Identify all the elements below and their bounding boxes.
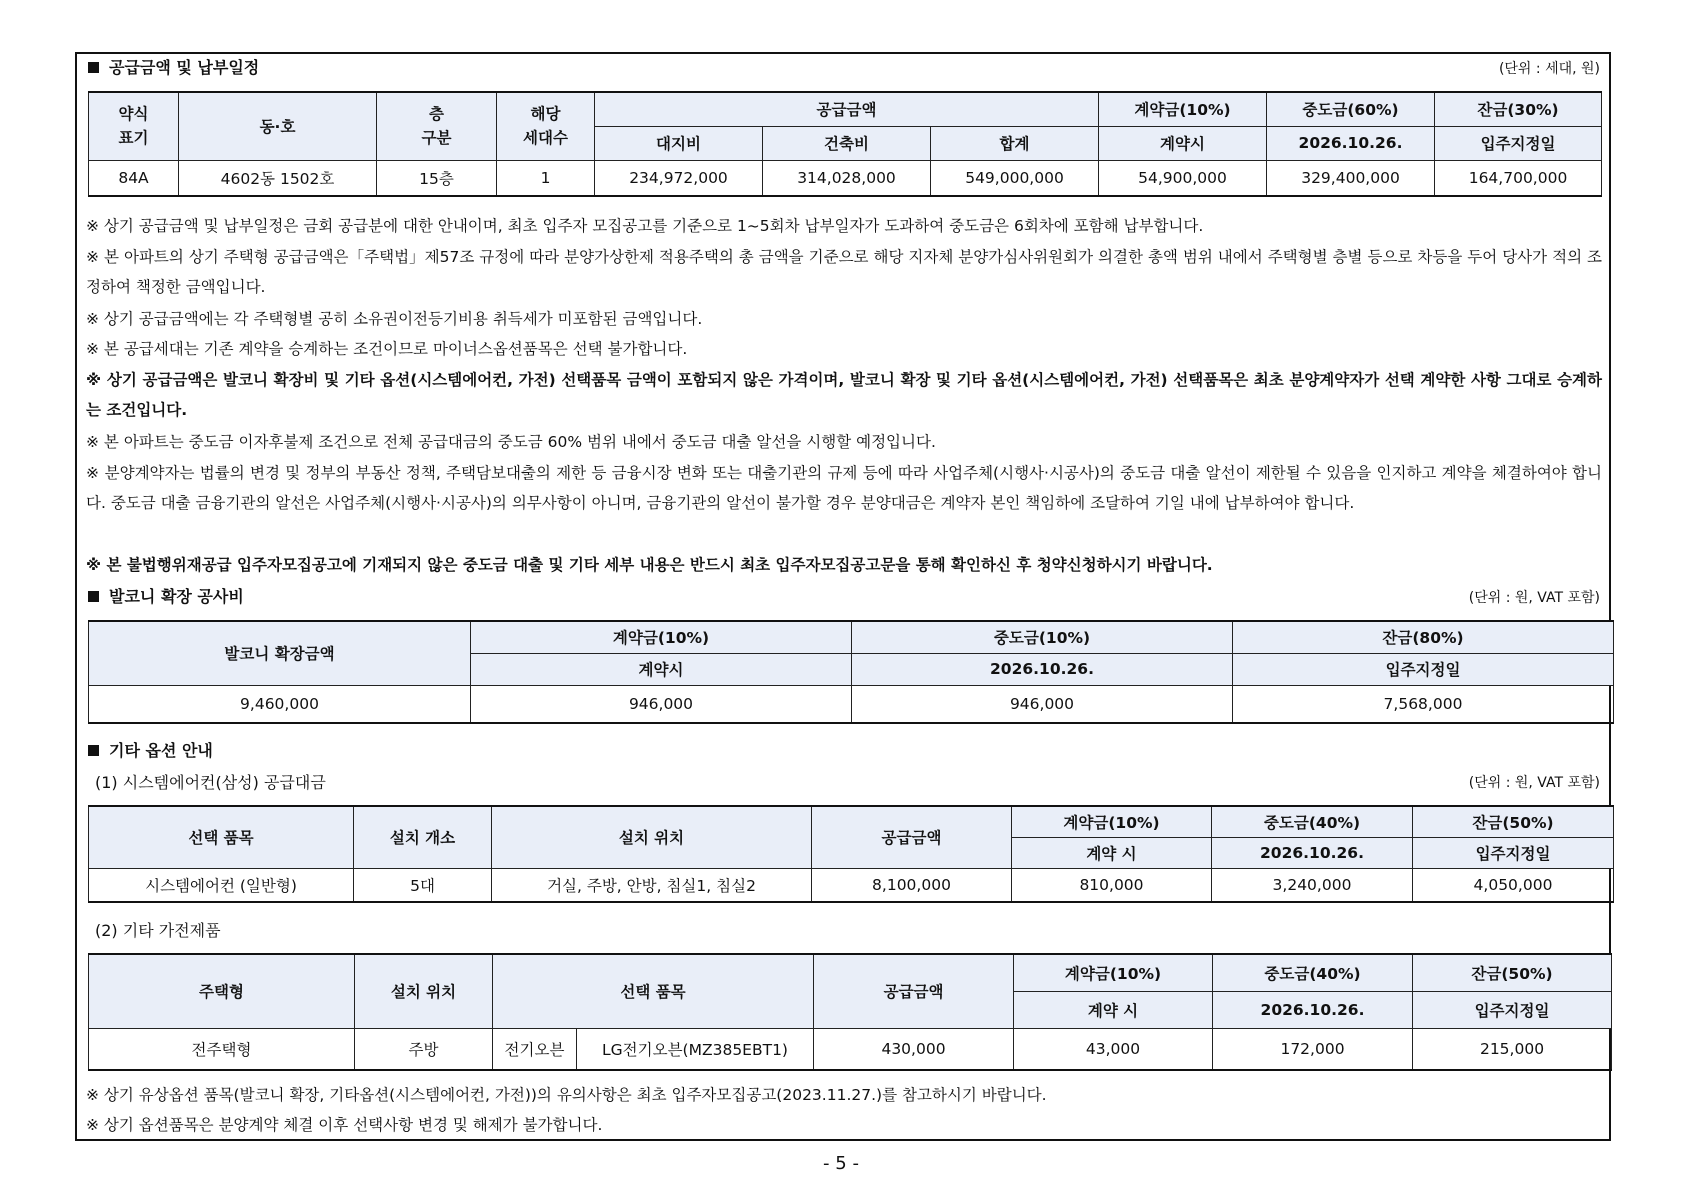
section-title-supply: 공급금액 및 납부일정 — [88, 55, 259, 78]
cell-location: 주방 — [355, 1028, 493, 1070]
table-row — [89, 1028, 1612, 1070]
square-bullet-icon — [88, 591, 99, 602]
th-balcony-amount: 발코니 확장금액 — [89, 621, 471, 685]
th-contract: 계약금(10%) — [1012, 806, 1212, 837]
th-count: 설치 개소 — [354, 806, 492, 868]
cell-balance: 7,568,000 — [1233, 685, 1614, 723]
th-type: 주택형 — [89, 954, 355, 1028]
option-note-1: ※ 상기 유상옵션 품목(발코니 확장, 기타옵션(시스템에어컨, 가전))의 유의사항은 최초 입주자모집공고(2023.11.27.)를 참고하시기 바랍니다. — [86, 1086, 1047, 1104]
section-title-options: 기타 옵션 안내 — [88, 738, 213, 761]
cell-type: 전주택형 — [89, 1028, 355, 1070]
th-middle-when: 2026.10.26. — [1267, 126, 1435, 160]
square-bullet-icon — [88, 62, 99, 73]
cell-contract: 43,000 — [1014, 1028, 1213, 1070]
cell-contract: 54,900,000 — [1099, 160, 1267, 196]
cell-balance: 4,050,000 — [1413, 868, 1614, 902]
th-location: 설치 위치 — [492, 806, 812, 868]
page-number: - 5 - — [823, 1153, 859, 1174]
th-contract: 계약금(10%) — [471, 621, 852, 653]
table-row — [89, 685, 1614, 723]
cell-floor: 15층 — [377, 160, 497, 196]
th-middle-when: 2026.10.26. — [1213, 991, 1413, 1028]
cell-total: 549,000,000 — [931, 160, 1099, 196]
cell-item: 시스템에어컨 (일반형) — [89, 868, 354, 902]
section-title-balcony: 발코니 확장 공사비 — [88, 584, 244, 607]
th-contract-when: 계약시 — [471, 653, 852, 685]
th-middle: 중도금(60%) — [1267, 92, 1435, 126]
th-location: 설치 위치 — [355, 954, 493, 1028]
note-8: ※ 본 불법행위재공급 입주자모집공고에 기재되지 않은 중도금 대출 및 기타 세부 내용은 반드시 최초 입주자모집공고문을 통해 확인하신 후 청약신청하시기 바랍니다. — [86, 556, 1213, 574]
note-5: ※ 상기 공급금액은 발코니 확장비 및 기타 옵션(시스템에어컨, 가전) 선택품목 금액이 포함되지 않은 가격이며, 발코니 확장 및 기타 옵션(시스템에어컨, 가전) 선택품목은 최초 분양계약자가 선택 계약한 사항 그대로 승계하는 조건입니다. — [86, 371, 1602, 419]
table-row — [89, 160, 1602, 196]
square-bullet-icon — [88, 745, 99, 756]
th-balance-when: 입주지정일 — [1413, 991, 1612, 1028]
th-middle: 중도금(40%) — [1212, 806, 1413, 837]
th-floor: 층 구분 — [377, 92, 497, 160]
th-balance: 잔금(50%) — [1413, 806, 1614, 837]
th-item: 선택 품목 — [89, 806, 354, 868]
cell-price: 430,000 — [814, 1028, 1014, 1070]
note-3: ※ 상기 공급금액에는 각 주택형별 공히 소유권이전등기비용 취득세가 미포함된 금액입니다. — [86, 310, 703, 328]
cell-units: 1 — [497, 160, 595, 196]
th-middle: 중도금(40%) — [1213, 954, 1413, 991]
th-abbr: 약식 표기 — [89, 92, 179, 160]
th-units: 해당 세대수 — [497, 92, 595, 160]
th-dongho: 동·호 — [179, 92, 377, 160]
th-building: 건축비 — [763, 126, 931, 160]
cell-item-model: LG전기오븐(MZ385EBT1) — [577, 1028, 814, 1070]
cell-item-category: 전기오븐 — [493, 1028, 577, 1070]
th-balance-when: 입주지정일 — [1233, 653, 1614, 685]
th-contract-when: 계약시 — [1099, 126, 1267, 160]
th-balance-when: 입주지정일 — [1413, 837, 1614, 868]
th-balance: 잔금(80%) — [1233, 621, 1614, 653]
th-middle-when: 2026.10.26. — [852, 653, 1233, 685]
note-7: ※ 분양계약자는 법률의 변경 및 정부의 부동산 정책, 주택담보대출의 제한 등 금융시장 변화 또는 대출기관의 규제 등에 따라 사업주체(시행사·시공사)의 중도금 대출 알선이 제한될 수 있음을 인지하고 계약을 체결하여야 합니다. 중도금 대출 금융기관의 알선은 사업주체(시행사·시공사)의 의무사항이 아니며, 금융기관의 알선이 불가할 경우 분양대금은 계약자 본인 책임하에 조달하여 기일 내에 납부하여야 합니다. — [86, 464, 1602, 512]
th-balance: 잔금(30%) — [1435, 92, 1602, 126]
th-balance-when: 입주지정일 — [1435, 126, 1602, 160]
table-row — [89, 868, 1614, 902]
cell-count: 5대 — [354, 868, 492, 902]
cell-contract: 810,000 — [1012, 868, 1212, 902]
th-contract: 계약금(10%) — [1014, 954, 1213, 991]
balcony-table — [88, 620, 1614, 724]
ac-table — [88, 805, 1614, 903]
cell-building: 314,028,000 — [763, 160, 931, 196]
unit-label-supply: (단위 : 세대, 원) — [1498, 61, 1600, 77]
note-4: ※ 본 공급세대는 기존 계약을 승계하는 조건이므로 마이너스옵션품목은 선택 불가합니다. — [86, 340, 688, 358]
subtitle-appliance: (2) 기타 가전제품 — [95, 921, 221, 940]
note-6: ※ 본 아파트는 중도금 이자후불제 조건으로 전체 공급대금의 중도금 60% 범위 내에서 중도금 대출 알선을 시행할 예정입니다. — [86, 433, 936, 451]
unit-label-balcony: (단위 : 원, VAT 포함) — [1468, 590, 1600, 606]
th-middle: 중도금(10%) — [852, 621, 1233, 653]
cell-middle: 172,000 — [1213, 1028, 1413, 1070]
cell-price: 8,100,000 — [812, 868, 1012, 902]
th-middle-when: 2026.10.26. — [1212, 837, 1413, 868]
cell-abbr: 84A — [89, 160, 179, 196]
supply-price-table — [88, 91, 1602, 197]
note-2: ※ 본 아파트의 상기 주택형 공급금액은「주택법」제57조 규정에 따라 분양가상한제 적용주택의 총 금액을 기준으로 해당 지자체 분양가심사위원회가 의결한 총액 범위 내에서 주택형별 층별 등으로 차등을 두어 당사가 적의 조정하여 책정한 금액입니다. — [86, 248, 1602, 296]
cell-amount: 9,460,000 — [89, 685, 471, 723]
th-contract-when: 계약 시 — [1014, 991, 1213, 1028]
note-1: ※ 상기 공급금액 및 납부일정은 금회 공급분에 대한 안내이며, 최초 입주자 모집공고를 기준으로 1~5회차 납부일자가 도과하여 중도금은 6회차에 포함해 납부합니다. — [86, 217, 1204, 235]
cell-middle: 3,240,000 — [1212, 868, 1413, 902]
cell-middle: 946,000 — [852, 685, 1233, 723]
th-price: 공급금액 — [812, 806, 1012, 868]
subtitle-ac: (1) 시스템에어컨(삼성) 공급대금 — [95, 773, 326, 792]
th-supply-price: 공급금액 — [595, 92, 1099, 126]
th-item: 선택 품목 — [493, 954, 814, 1028]
th-contract-when: 계약 시 — [1012, 837, 1212, 868]
cell-middle: 329,400,000 — [1267, 160, 1435, 196]
th-balance: 잔금(50%) — [1413, 954, 1612, 991]
appliance-table — [88, 953, 1612, 1071]
unit-label-ac: (단위 : 원, VAT 포함) — [1468, 775, 1600, 791]
cell-balance: 215,000 — [1413, 1028, 1612, 1070]
cell-contract: 946,000 — [471, 685, 852, 723]
cell-balance: 164,700,000 — [1435, 160, 1602, 196]
option-note-2: ※ 상기 옵션품목은 분양계약 체결 이후 선택사항 변경 및 해제가 불가합니다. — [86, 1116, 603, 1134]
th-total: 합계 — [931, 126, 1099, 160]
th-land: 대지비 — [595, 126, 763, 160]
th-price: 공급금액 — [814, 954, 1014, 1028]
cell-land: 234,972,000 — [595, 160, 763, 196]
cell-dongho: 4602동 1502호 — [179, 160, 377, 196]
th-contract: 계약금(10%) — [1099, 92, 1267, 126]
cell-location: 거실, 주방, 안방, 침실1, 침실2 — [492, 868, 812, 902]
